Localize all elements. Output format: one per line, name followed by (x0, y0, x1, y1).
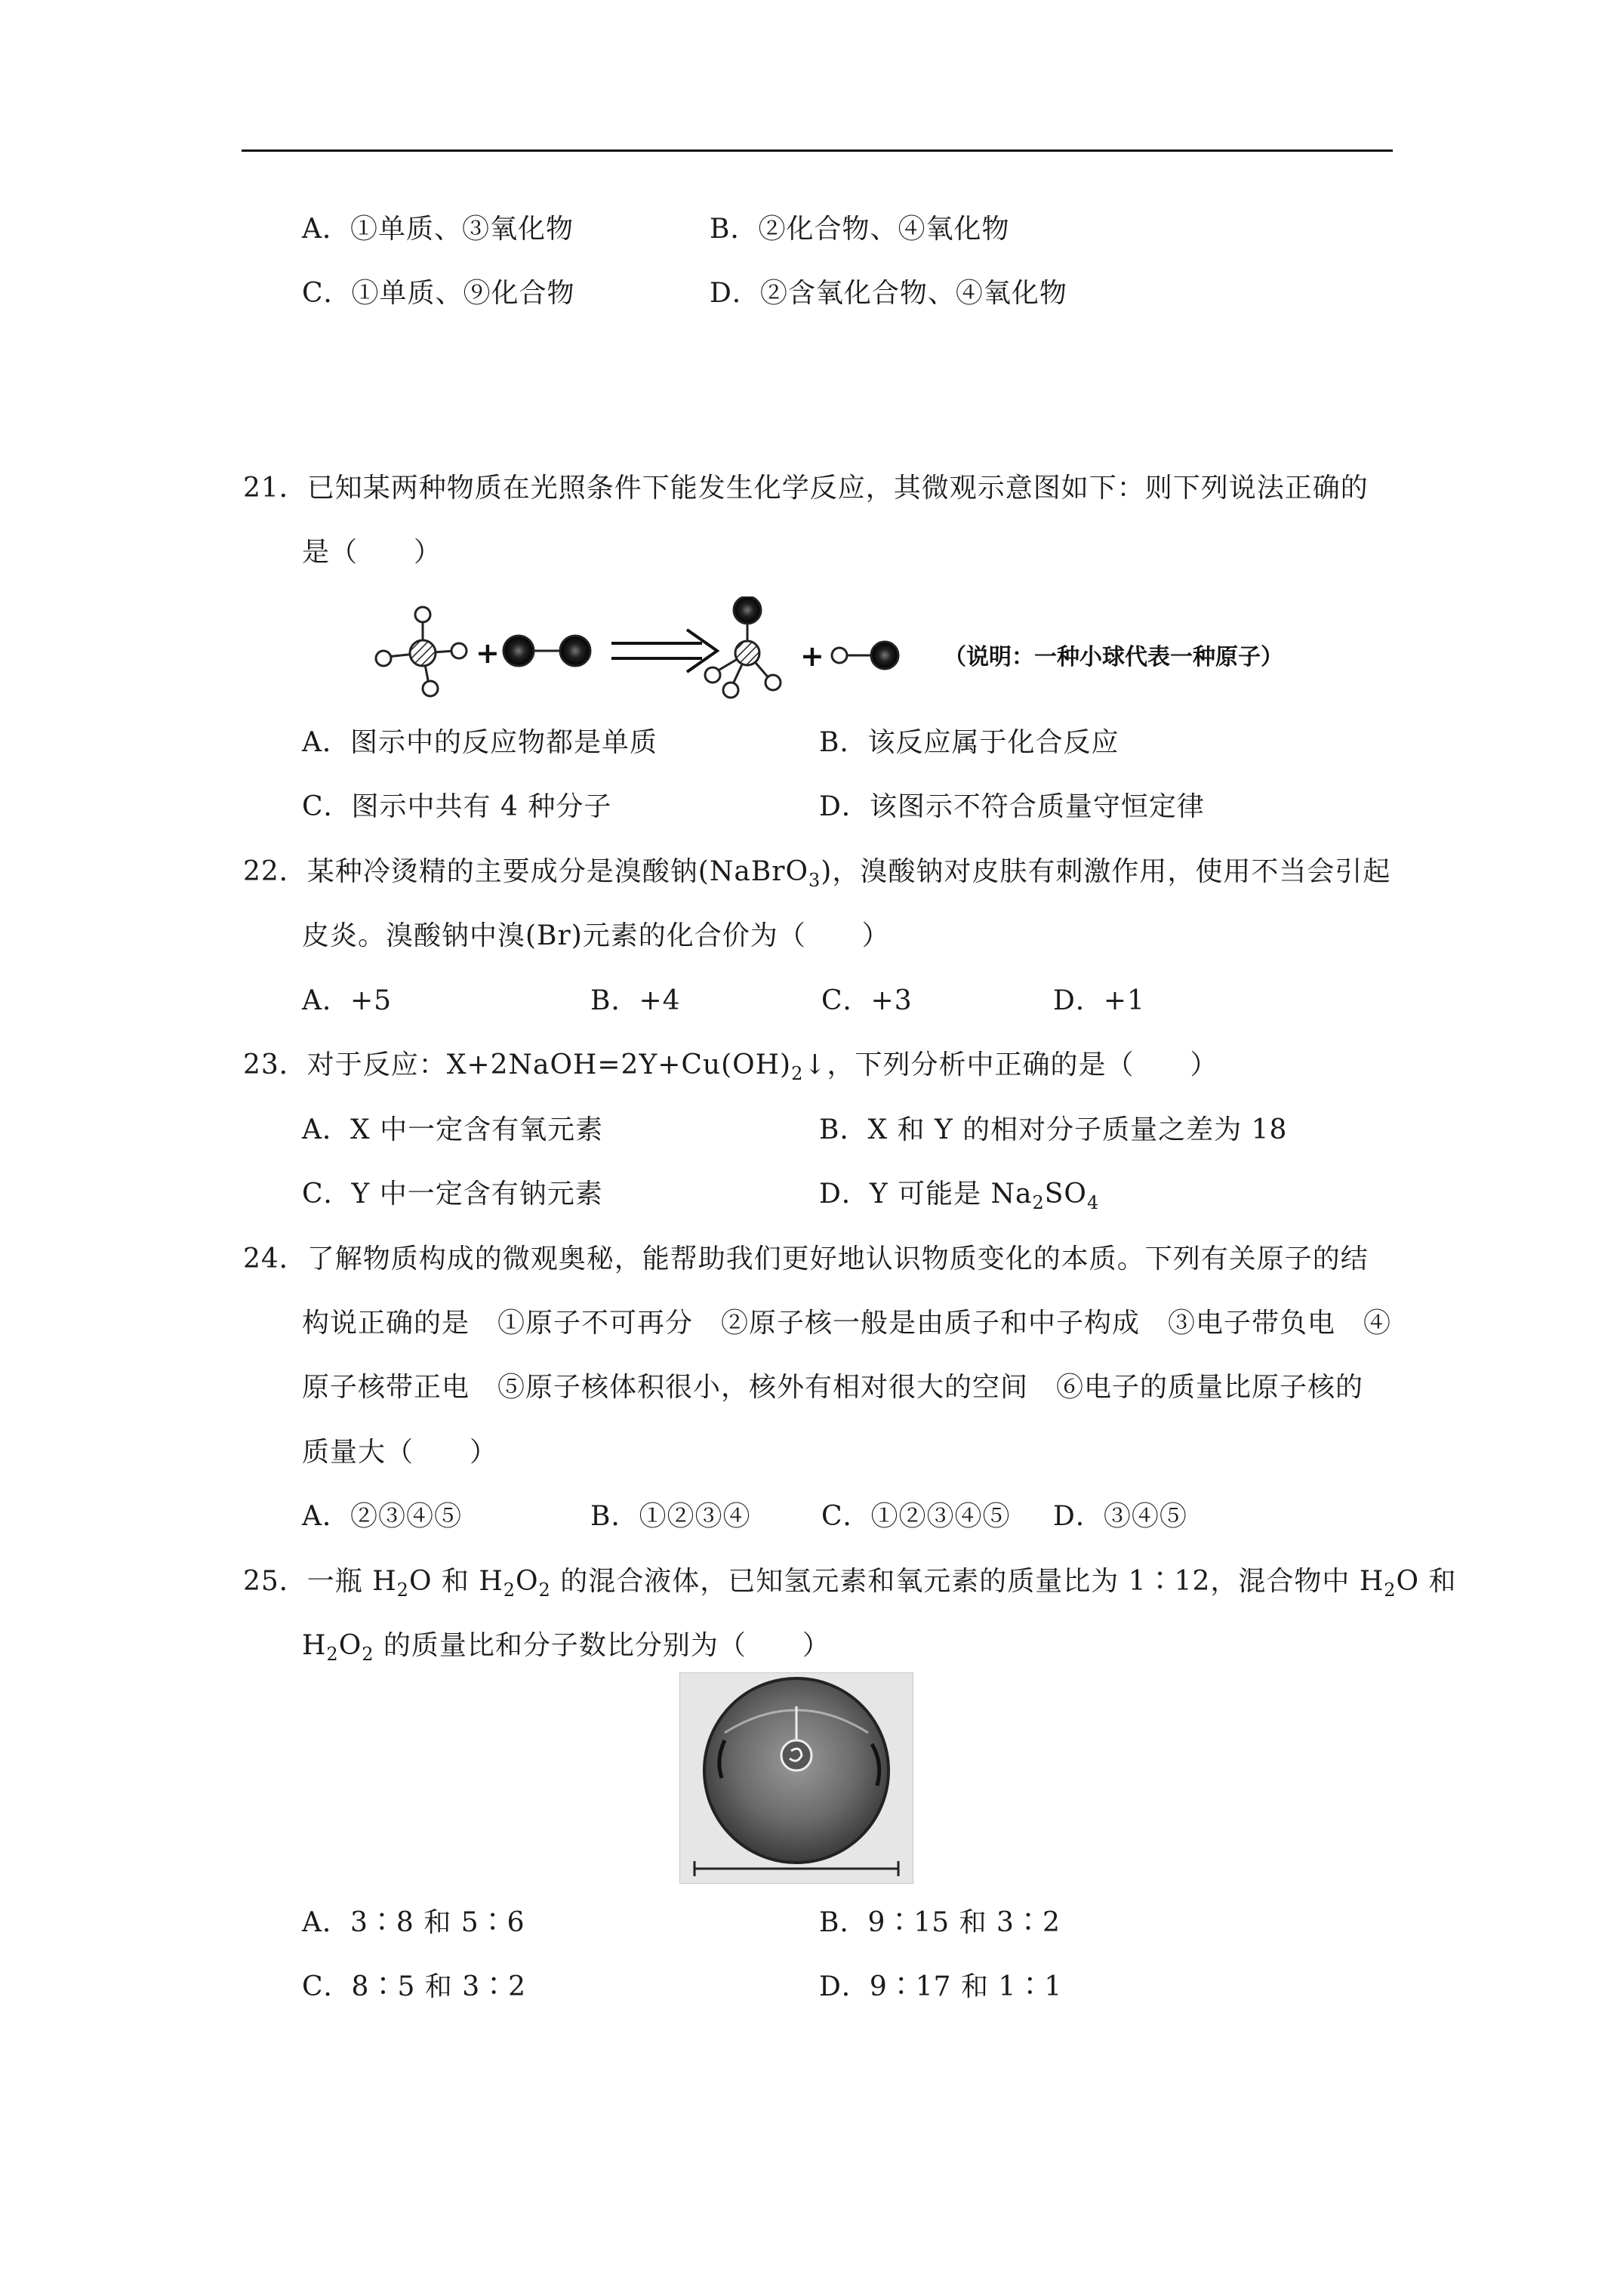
q24-option-d: D．③④⑤ (1053, 1501, 1187, 1532)
q25-option-c: C．8∶5 和 3∶2 (302, 1971, 527, 2002)
q21-option-b: B．该反应属于化合反应 (819, 727, 1119, 758)
q22-option-c: C．+3 (821, 985, 913, 1016)
q25-option-a: A．3∶8 和 5∶6 (302, 1907, 525, 1938)
q24-option-c: C．①②③④⑤ (821, 1501, 1011, 1532)
q23-stem: 23．对于反应：$X+2NaOH=2Y+Cu(OH)_2↓$，下列分析中正确的是（ ） (243, 1049, 1218, 1084)
q21-option-a: A．图示中的反应物都是单质 (302, 727, 658, 758)
q23-option-d: D．Y 可能是 $Na_2SO_4$ (819, 1179, 1100, 1213)
q24-stem-line1: 24．了解物质构成的微观奥秘，能帮助我们更好地认识物质变化的本质。下列有关原子的结 (243, 1244, 1369, 1274)
q25-stem-line1: 25．一瓶 $H_2O$ 和 $H_2O_2$ 的混合液体，已知氢元素和氧元素的质量比为 1∶12，混合物中 $H_2O$ 和 (243, 1566, 1457, 1601)
q25-option-d: D．9∶17 和 1∶1 (819, 1971, 1063, 2002)
q21-molecule-diagram (370, 596, 1351, 702)
q21-stem-line1: 21．已知某两种物质在光照条件下能发生化学反应，其微观示意图如下：则下列说法正确的 (243, 473, 1369, 504)
q24-stem-line4: 质量大（ ） (302, 1437, 498, 1468)
q24-option-a: A．②③④⑤ (302, 1501, 462, 1532)
q21-option-c: C．图示中共有 4 种分子 (302, 791, 612, 822)
q22-option-b: B．+4 (590, 985, 681, 1016)
q24-option-b: B．①②③④ (590, 1501, 751, 1532)
q21-option-d: D．该图示不符合质量守恒定律 (819, 791, 1205, 822)
header-rule (242, 149, 1393, 152)
q22-option-a: A．+5 (302, 985, 393, 1016)
atom-structure-image (679, 1672, 913, 1884)
q23-option-a: A．X 中一定含有氧元素 (302, 1114, 604, 1145)
q22-stem-line1: 22．某种冷烫精的主要成分是溴酸钠(NaBrO$_3$)，溴酸钠对皮肤有刺激作用，使用不当会引起 (243, 856, 1391, 891)
prev-option-c: C．①单质、⑨化合物 (302, 278, 575, 309)
q21-stem-line2: 是（ ） (302, 537, 442, 568)
q21-diagram-note: （说明：一种小球代表一种原子） (944, 644, 1283, 670)
svg-text:+: + (476, 636, 500, 670)
q24-stem-line3: 原子核带正电 ⑤原子核体积很小，核外有相对很大的空间 ⑥电子的质量比原子核的 (302, 1372, 1364, 1403)
prev-option-a: A．①单质、③氧化物 (302, 214, 574, 245)
q23-option-b: B．X 和 Y 的相对分子质量之差为 18 (819, 1114, 1288, 1145)
prev-option-d: D．②含氧化合物、④氧化物 (710, 278, 1067, 309)
q22-option-d: D．+1 (1053, 985, 1145, 1016)
q23-option-c: C．Y 中一定含有钠元素 (302, 1179, 603, 1210)
q25-stem-line2: $H_2O_2$ 的质量比和分子数比分别为（ ） (302, 1630, 830, 1665)
q25-option-b: B．9∶15 和 3∶2 (819, 1907, 1061, 1938)
q24-stem-line2: 构说正确的是 ①原子不可再分 ②原子核一般是由质子和中子构成 ③电子带负电 ④ (302, 1308, 1392, 1339)
svg-text:+: + (800, 639, 824, 673)
q22-stem-line2: 皮炎。溴酸钠中溴(Br)元素的化合价为（ ） (302, 920, 890, 951)
prev-option-b: B．②化合物、④氧化物 (710, 214, 1010, 245)
